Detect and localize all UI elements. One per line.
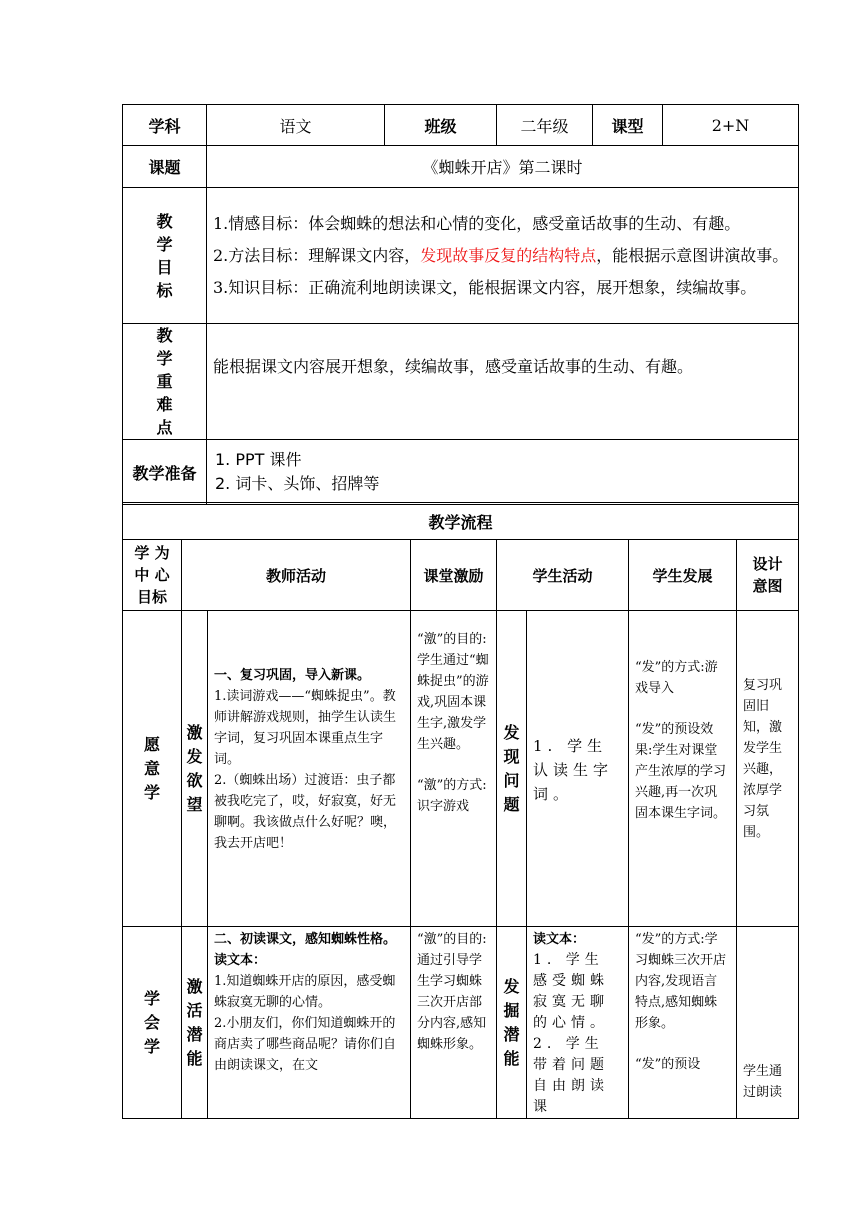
goal-emotion: 1.情感目标：体会蜘蛛的想法和心情的变化，感受童话故事的生动、有趣。 [213, 213, 741, 233]
row1-student-activity: 1. 学生认读生字词。 [527, 611, 629, 927]
row1-teacher-p2: 2.（蜘蛛出场）过渡语：虫子都被我吃完了，哎，好寂寞，好无聊啊。我该做点什么好呢？噢，我去开店吧！ [214, 773, 397, 851]
row1-dev-p2: “发”的预设效果:学生对课堂产生浓厚的学习兴趣,再一次巩固本课生字词。 [635, 722, 727, 821]
subject-label: 学科 [123, 105, 207, 146]
flow-row-2 [123, 927, 799, 1119]
preparation-item: 2. 词卡、头饰、招牌等 [215, 474, 380, 493]
row2-teacher-activity [208, 927, 411, 1119]
goals-content [207, 188, 799, 324]
row1-incentive-p2: “激”的方式:识字游戏 [417, 778, 487, 814]
flow-title-row [123, 503, 799, 540]
row2-teacher-p2: 2.小朋友们，你们知道蜘蛛开的商店卖了哪些商品呢？请你们自由朗读课文，在文 [214, 1016, 397, 1073]
key-points-label: 教 学 重 难 点 [123, 324, 207, 440]
info-row [123, 105, 799, 146]
row2-student-stage: 发 掘 潜 能 [497, 927, 527, 1119]
preparation-item: 1. PPT 课件 [215, 450, 302, 469]
row2-student-activity: 读文本： 1. 学生感受蜘蛛寂寞无聊的心情。 2. 学生带着问题自由朗读课 [527, 927, 629, 1119]
col-student-header: 学生活动 [497, 540, 629, 611]
row1-student-stage: 发 现 问 题 [497, 611, 527, 927]
preparation-label: 教学准备 [123, 440, 207, 505]
flow-header-row [123, 540, 799, 611]
flow-row-1 [123, 611, 799, 927]
flow-title: 教学流程 [123, 503, 799, 540]
col-development-header: 学生发展 [629, 540, 737, 611]
key-points-row [123, 324, 799, 440]
goal-method: 2.方法目标：理解课文内容，发现故事反复的结构特点，能根据示意图讲演故事。 [213, 245, 789, 265]
row2-teacher-p1: 1.知道蜘蛛开店的原因，感受蜘蛛寂寞无聊的心情。 [214, 974, 396, 1010]
key-points-text: 能根据课文内容展开想象，续编故事，感受童话故事的生动、有趣。 [207, 324, 799, 440]
lesson-type-value: 2+N [663, 105, 799, 146]
col-incentive-header: 课堂激励 [411, 540, 497, 611]
row2-incentive: “激”的目的:通过引导学生学习蜘蛛三次开店部分内容,感知蜘蛛形象。 [411, 927, 497, 1119]
row2-design: 学生通过朗读 [737, 927, 799, 1119]
row1-stage: 激 发 欲 望 [182, 611, 208, 927]
goals-row [123, 188, 799, 324]
col-teacher-header: 教师活动 [182, 540, 411, 611]
col-design-header: 设计 意图 [737, 540, 799, 611]
topic-row [123, 146, 799, 188]
goals-label: 教 学 目 标 [123, 188, 207, 324]
lesson-type-label: 课型 [593, 105, 663, 146]
goal-highlight: 发现故事反复的结构特点 [420, 245, 597, 265]
row1-goal: 愿 意 学 [123, 611, 182, 927]
row1-teacher-title: 一、复习巩固，导入新课。 [214, 668, 371, 683]
row1-dev-p1: “发”的方式:游戏导入 [635, 660, 718, 696]
teaching-flow-table [122, 502, 799, 1119]
row1-incentive [411, 611, 497, 927]
col-goal-header: 学 为 中 心 目标 [123, 540, 182, 611]
goal-knowledge: 3.知识目标：正确流利地朗读课文，能根据课文内容，展开想象，续编故事。 [213, 277, 757, 297]
row1-design: 复习巩固旧知，激发学生兴趣，浓厚学习氛围。 [737, 611, 799, 927]
class-label: 班级 [385, 105, 497, 146]
row2-goal: 学 会 学 [123, 927, 182, 1119]
topic-label: 课题 [123, 146, 207, 188]
row1-incentive-p1: “激”的目的:学生通过“蜘蛛捉虫”的游戏,巩固本课生字,激发学生兴趣。 [417, 632, 489, 752]
row1-teacher-activity [208, 611, 411, 927]
preparation-list [207, 440, 799, 505]
row1-teacher-p1: 1.读词游戏——“蜘蛛捉虫”。教师讲解游戏规则，抽学生认读生字词，复习巩固本课重点生字词。 [214, 689, 397, 767]
row2-development: “发”的方式:学习蜘蛛三次开店内容,发现语言特点,感知蜘蛛形象。 “发”的预设 [629, 927, 737, 1119]
row2-stage: 激 活 潜 能 [182, 927, 208, 1119]
row2-teacher-sub: 读文本： [214, 953, 267, 968]
lesson-info-table [122, 104, 799, 505]
row2-teacher-title: 二、初读课文，感知蜘蛛性格。 [214, 932, 397, 947]
row1-development [629, 611, 737, 927]
subject-value: 语文 [207, 105, 385, 146]
topic-value: 《蜘蛛开店》第二课时 [207, 146, 799, 188]
preparation-row [123, 440, 799, 505]
class-value: 二年级 [497, 105, 593, 146]
